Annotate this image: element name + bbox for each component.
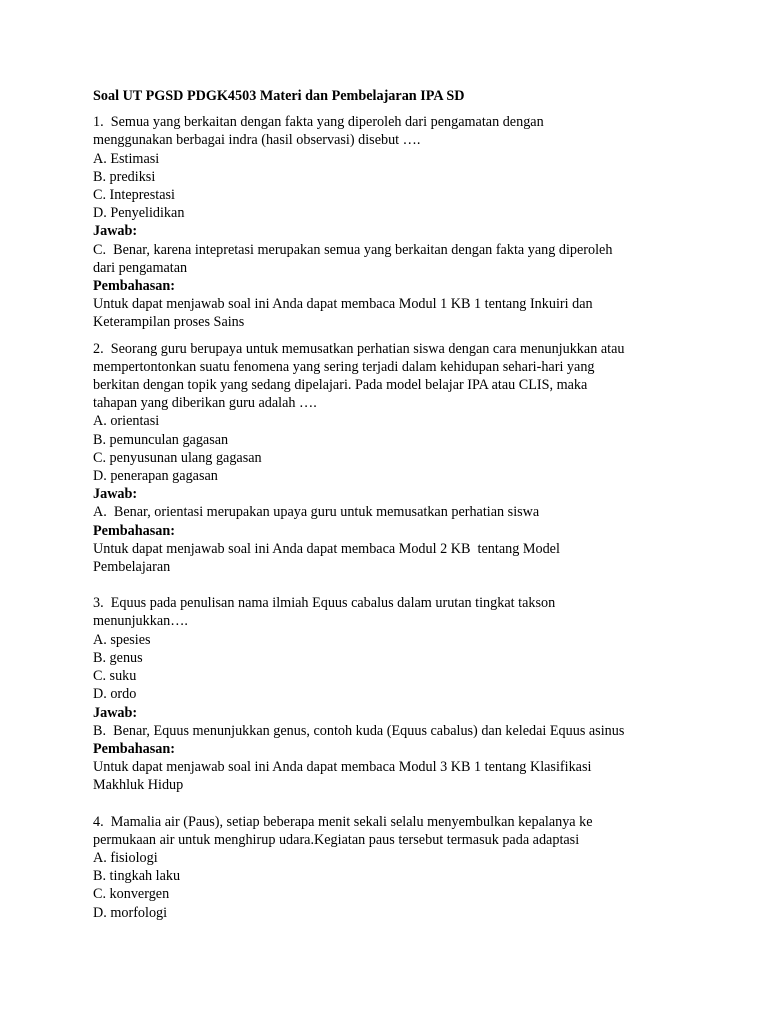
option-c: C. Inteprestasi	[93, 187, 175, 204]
discussion-line: Keterampilan proses Sains	[93, 314, 245, 331]
answer-text	[93, 241, 693, 277]
answer-line: B. Benar, Equus menunjukkan genus, contoh kuda (Equus cabalus) dan keledai Equus asinus	[93, 722, 625, 739]
option-d: D. Penyelidikan	[93, 205, 185, 222]
question-1	[93, 113, 693, 331]
question-stem	[93, 340, 693, 413]
discussion-line: Pembelajaran	[93, 559, 171, 576]
option-a: A. orientasi	[93, 413, 160, 430]
discussion-label: Pembahasan:	[93, 278, 175, 295]
stem-line: 2. Seorang guru berupaya untuk memusatkan perhatian siswa dengan cara menunjukkan atau	[93, 340, 625, 357]
option-b: B. prediksi	[93, 168, 156, 185]
option-d: D. penerapan gagasan	[93, 468, 218, 485]
question-4	[93, 813, 693, 922]
stem-line: 3. Equus pada penulisan nama ilmiah Equus cabalus dalam urutan tingkat takson	[93, 595, 556, 612]
answer-line: A. Benar, orientasi merupakan upaya guru untuk memusatkan perhatian siswa	[93, 504, 540, 521]
option-list	[93, 631, 693, 704]
stem-line: menunjukkan….	[93, 613, 188, 630]
discussion-text	[93, 758, 693, 794]
option-d: D. ordo	[93, 686, 137, 703]
stem-line: tahapan yang diberikan guru adalah ….	[93, 395, 317, 412]
question-2	[93, 340, 693, 577]
question-stem	[93, 594, 693, 630]
option-c: C. penyusunan ulang gagasan	[93, 449, 262, 466]
option-a: A. spesies	[93, 631, 151, 648]
answer-line: C. Benar, karena intepretasi merupakan semua yang berkaitan dengan fakta yang diperoleh	[93, 241, 613, 258]
answer-line: dari pengamatan	[93, 259, 188, 276]
stem-line: 1. Semua yang berkaitan dengan fakta yang diperoleh dari pengamatan dengan	[93, 114, 544, 131]
discussion-line: Untuk dapat menjawab soal ini Anda dapat membaca Modul 1 KB 1 tentang Inkuiri dan	[93, 296, 593, 313]
stem-line: 4. Mamalia air (Paus), setiap beberapa menit sekali selalu menyembulkan kepalanya ke	[93, 813, 593, 830]
stem-line: mempertontonkan suatu fenomena yang sering terjadi dalam kehidupan sehari-hari yang	[93, 358, 595, 375]
option-b: B. pemunculan gagasan	[93, 431, 229, 448]
option-b: B. tingkah laku	[93, 868, 181, 885]
answer-label: Jawab:	[93, 704, 138, 721]
option-list	[93, 150, 693, 223]
discussion-line: Untuk dapat menjawab soal ini Anda dapat membaca Modul 2 KB tentang Model	[93, 540, 560, 557]
option-list	[93, 412, 693, 485]
discussion-label: Pembahasan:	[93, 522, 175, 539]
option-c: C. suku	[93, 668, 137, 685]
document-page	[93, 87, 693, 930]
question-3	[93, 594, 693, 794]
discussion-line: Makhluk Hidup	[93, 777, 184, 794]
answer-label: Jawab:	[93, 223, 138, 240]
answer-text	[93, 503, 693, 521]
option-b: B. genus	[93, 649, 143, 666]
discussion-line: Untuk dapat menjawab soal ini Anda dapat membaca Modul 3 KB 1 tentang Klasifikasi	[93, 759, 592, 776]
stem-line: berkitan dengan topik yang sedang dipelajari. Pada model belajar IPA atau CLIS, maka	[93, 377, 588, 394]
discussion-text	[93, 540, 693, 576]
discussion-label: Pembahasan:	[93, 740, 175, 757]
option-d: D. morfologi	[93, 904, 168, 921]
document-title: Soal UT PGSD PDGK4503 Materi dan Pembelajaran IPA SD	[93, 88, 465, 104]
answer-label: Jawab:	[93, 486, 138, 503]
option-c: C. konvergen	[93, 886, 170, 903]
answer-text	[93, 722, 693, 740]
stem-line: permukaan air untuk menghirup udara.Kegiatan paus tersebut termasuk pada adaptasi	[93, 831, 580, 848]
option-a: A. fisiologi	[93, 849, 158, 866]
option-a: A. Estimasi	[93, 150, 160, 167]
question-stem	[93, 813, 693, 849]
question-stem	[93, 113, 693, 149]
stem-line: menggunakan berbagai indra (hasil observasi) disebut ….	[93, 132, 421, 149]
option-list	[93, 849, 693, 922]
discussion-text	[93, 295, 693, 331]
